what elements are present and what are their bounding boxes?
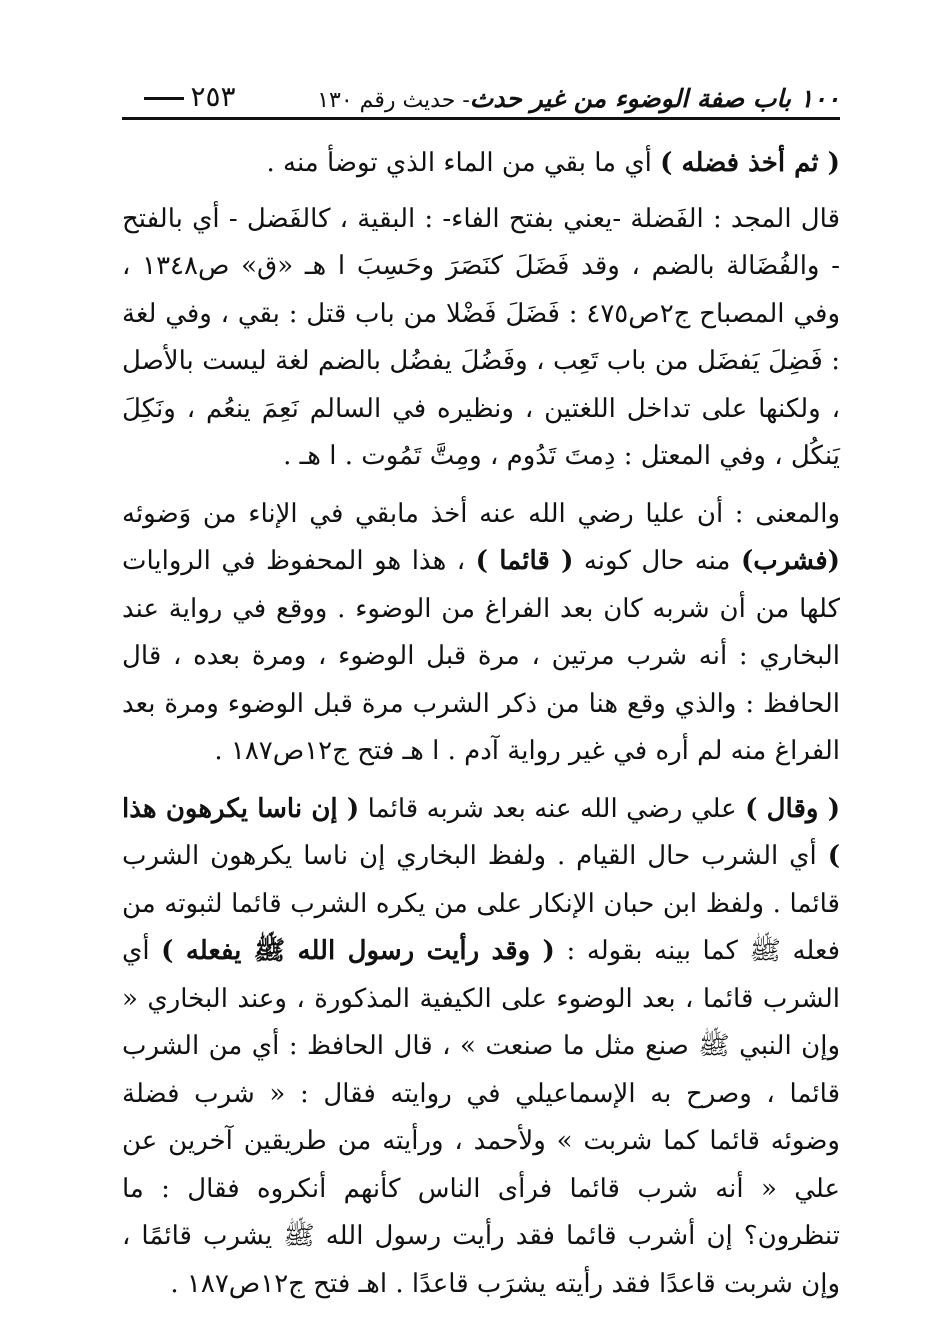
paragraph-text: أي الشرب حال القيام . ولفظ البخاري إن ناسا يكرهون الشرب قائما . ولفظ ابن حبان الإنكار على من يكره الشرب قائما لثبوته من فعله ﷺ كما بينه بقوله : <box>122 841 841 966</box>
paragraph-text: والمعنى : أن عليا رضي الله عنه أخذ مابقي في الإناء من وَضوئه <box>122 498 840 529</box>
header-rule <box>122 117 840 120</box>
chapter-heading <box>317 82 840 118</box>
quoted-phrase: ( وقد رأيت رسول الله ﷺ يفعله ) <box>161 936 555 966</box>
paragraph-text: قال المجد : الفَضلة -يعني بفتح الفاء- : البقية ، كالفَضل - أي بالفتح - والفُضَالة بالضم ، وقد فَضَلَ كنَصَرَ وحَسِبَ ا هـ «ق» ص١٣٤٨ ، وفي المصباح ج٢ص٤٧٥ : فَضَلَ فَضْلا من باب قتل : بقي ، وفي لغة : فَضِلَ يَفضَل من باب تَعِب ، وفَضُلَ يفضُل بالضم لغة ليست بالأصل ، ولكنها على تداخل اللغتين ، ونظيره في السالم نَعِمَ ينعُم ، ونَكِلَ يَنكُل ، وفي المعتل : دِمتَ تَدُوم ، ومِتَّ تَمُوت . ا هـ . <box>122 203 840 471</box>
quoted-phrase: (فشرب) <box>740 546 840 576</box>
paragraph-1 <box>122 140 840 188</box>
quoted-phrase: ( إن ناسا يكرهون هذا ) <box>122 793 840 871</box>
paragraph-text: أي ما بقي من الماء الذي توضأ منه . <box>266 148 661 178</box>
hadith-number: - حديث رقم ١٣٠ <box>317 88 470 113</box>
paragraph-text: ، هذا هو المحفوظ في الروايات كلها من أن شربه كان بعد الفراغ من الوضوء . ووقع في رواية عند البخاري : أنه شرب مرتين ، مرة قبل الوضوء ، ومرة بعده ، قال الحافظ : والذي وقع هنا من ذكر الشرب مرة قبل الوضوء ومرة بعد الفراغ منه لم أره في غير رواية آدم . ا هـ فتح ج١٢ص١٨٧ . <box>122 546 840 766</box>
paragraph-2 <box>122 196 840 481</box>
quoted-phrase: ( ثم أخذ فضله ) <box>660 148 840 178</box>
paragraph-text: منه حال كونه <box>573 546 741 576</box>
chapter-title: ١٠٠ باب صفة الوضوء من غير حدث <box>469 84 840 113</box>
page-number-dash <box>144 97 184 100</box>
page-number: ٢٥٣ <box>190 80 236 113</box>
paragraph-3 <box>122 491 840 776</box>
body-text <box>122 140 840 1316</box>
paragraph-text: أي الشرب قائما ، بعد الوضوء على الكيفية المذكورة ، وعند البخاري « وإن النبي ﷺ صنع مثل ما صنعت » ، قال الحافظ : أي من الشرب قائما ، وصرح به الإسماعيلي في روايته فقال : « شرب فضلة وضوئه قائما كما شربت » ولأحمد ، ورأيته من طريقين آخرين عن علي « أنه شرب قائما فرأى الناس كأنهم أنكروه فقال : ما تنظرون؟ إن أشرب قائما فقد رأيت رسول الله ﷺ يشرب قائمًا ، وإن شربت قاعدًا فقد رأيته يشرَب قاعدًا . اهـ فتح ج١٢ص١٨٧ . <box>122 936 840 1299</box>
paragraph-text: علي رضي الله عنه بعد شربه قائما <box>359 793 746 824</box>
quoted-phrase: ( قائما ) <box>475 546 574 576</box>
quoted-phrase: ( وقال ) <box>745 793 840 824</box>
paragraph-4 <box>122 786 840 1309</box>
page-number-block <box>122 80 252 114</box>
running-header <box>122 80 840 120</box>
